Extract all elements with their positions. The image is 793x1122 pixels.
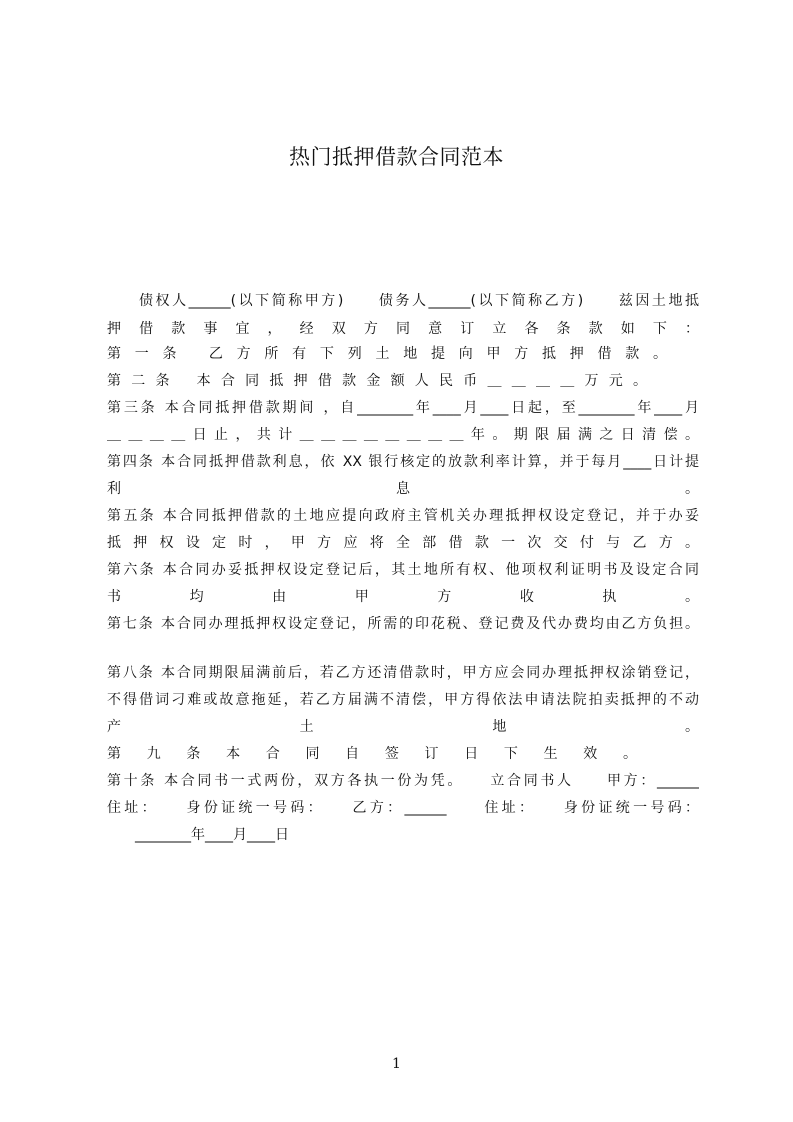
article-1: 第 一 条 乙 方 所 有 下 列 土 地 提 向 甲 方 抵 押 借 款 。 [107, 346, 667, 362]
document-title: 热门抵押借款合同范本 [289, 145, 504, 169]
article-10: 第十条 本合同书一式两份，双方各执一份为凭。 立合同书人 甲方：______ [107, 773, 699, 789]
page-number: 1 [392, 1056, 401, 1072]
article-6-cont: 书 均 由 甲 方 收 执 。 [107, 589, 699, 605]
article-7: 第七条 本合同办理抵押权设定登记，所需的印花税、登记费及代办费均由乙方负担。 [107, 616, 699, 632]
article-3-cont: ＿ ＿ ＿ ＿ 日 止 ， 共 计 ＿ ＿ ＿ ＿ ＿ ＿ ＿ ＿ 年 。 期 限 届 满 之 日 清 偿 。 [107, 427, 699, 443]
article-5: 第五条 本合同抵押借款的土地应提向政府主管机关办理抵押权设定登记，并于办妥 [107, 508, 699, 524]
article-3: 第三条 本合同抵押借款期间 ，自________年____月____日起，至________年____月 [107, 400, 699, 416]
article-2: 第 二 条 本 合 同 抵 押 借 款 金 额 人 民 币 ＿ ＿ ＿ ＿ 万 元 。 [107, 373, 647, 389]
article-9: 第 九 条 本 合 同 自 签 订 日 下 生 效 。 [107, 746, 637, 762]
article-6: 第六条 本合同办妥抵押权设定登记后，其土地所有权、他项权利证明书及设定合同 [107, 562, 699, 578]
article-8-cont-1: 不得借词刁难或故意拖延，若乙方届满不清偿，甲方得依法申请法院拍卖抵押的不动 [107, 692, 699, 708]
text-line-2: 押 借 款 事 宜 ， 经 双 方 同 意 订 立 各 条 款 如 下 ： [107, 321, 699, 337]
article-4: 第四条 本合同抵押借款利息，依 XX 银行核定的放款利率计算，并于每月____日计提 [107, 454, 699, 470]
text-line-1: 债权人______(以下简称甲方) 债务人______(以下简称乙方) 兹因土地抵 [139, 293, 699, 309]
signature-line: 住址： 身份证统一号码： 乙方：______ 住址： 身份证统一号码： [107, 800, 699, 816]
article-8: 第八条 本合同期限届满前后，若乙方还清借款时，甲方应会同办理抵押权涂销登记， [107, 665, 699, 681]
date-line: ________年____月____日 [107, 827, 289, 843]
article-5-cont: 抵 押 权 设 定 时 ， 甲 方 应 将 全 部 借 款 一 次 交 付 与 乙 方 。 [107, 535, 699, 551]
article-4-cont: 利 息 。 [107, 481, 699, 497]
article-8-cont-2: 产 土 地 。 [107, 719, 699, 735]
